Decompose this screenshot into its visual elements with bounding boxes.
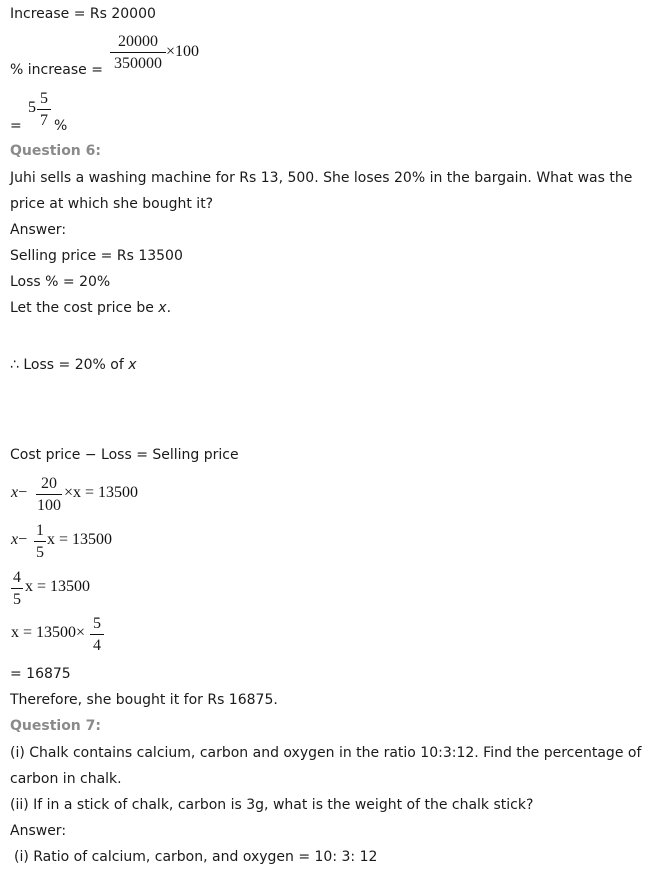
mixed-whole: 5: [28, 99, 36, 116]
fraction-bar: [110, 52, 166, 53]
question-7-part-ii: (ii) If in a stick of chalk, carbon is 3g, what is the weight of the chalk stick?: [10, 797, 534, 813]
eq3-denominator: 5: [13, 591, 21, 608]
question-6-heading: Question 6:: [10, 143, 101, 159]
conclusion-line: Therefore, she bought it for Rs 16875.: [10, 692, 278, 708]
result-line: = 16875: [10, 666, 71, 682]
eq2-x: x: [11, 531, 19, 548]
period: .: [166, 300, 172, 316]
loss-percent-line: Loss % = 20%: [10, 274, 111, 290]
answer-label: Answer:: [10, 222, 67, 238]
variable-x: x: [128, 357, 137, 373]
times-hundred: ×100: [166, 43, 200, 60]
let-cost-price-text: Let the cost price be: [10, 300, 154, 316]
eq2-left: [11, 531, 27, 549]
eq3-numerator: 4: [13, 569, 21, 586]
let-cost-price-line: [10, 299, 171, 317]
mixed-fraction: [37, 90, 51, 129]
percent-sign: %: [54, 118, 68, 134]
ratio-line: (i) Ratio of calcium, carbon, and oxygen = 10: 3: 12: [14, 849, 378, 865]
variable-x: x: [158, 300, 167, 316]
fraction-bar: [34, 541, 46, 542]
fraction-bar: [90, 634, 104, 635]
fraction-bar: [36, 494, 62, 495]
eq2-minus: −: [18, 531, 28, 548]
question-6-text: Juhi sells a washing machine for Rs 13, 500. She loses 20% in the bargain. What was the price at which she bought it?: [10, 170, 633, 212]
question-7-heading: Question 7:: [10, 718, 101, 734]
eq1-numerator: 20: [41, 475, 57, 492]
eq2-numerator: 1: [36, 522, 44, 539]
fraction-bar: [37, 109, 51, 110]
eq1-denominator: 100: [37, 497, 61, 514]
percent-increase-label: % increase =: [10, 62, 103, 78]
therefore-loss-line: [10, 356, 137, 374]
eq2-denominator: 5: [36, 544, 44, 561]
eq1-minus: −: [18, 484, 28, 501]
mixed-denominator: 7: [40, 112, 48, 129]
cost-price-equation: Cost price − Loss = Selling price: [10, 447, 239, 463]
fraction-increase: [110, 33, 166, 72]
answer-label: Answer:: [10, 823, 67, 839]
eq1-fraction: [36, 475, 62, 514]
eq1-line: [11, 484, 27, 502]
eq1-right: ×x = 13500: [64, 484, 139, 501]
therefore-loss-text: ∴ Loss = 20% of: [10, 357, 124, 373]
eq2-fraction: [34, 522, 46, 561]
fraction-numerator: 20000: [118, 33, 158, 50]
eq4-fraction: [90, 615, 104, 654]
eq3-fraction: [11, 569, 23, 608]
eq2-right: x = 13500: [47, 531, 113, 548]
selling-price-line: Selling price = Rs 13500: [10, 248, 183, 264]
eq4-denominator: 4: [93, 637, 101, 654]
eq4-numerator: 5: [93, 615, 101, 632]
fraction-denominator: 350000: [114, 55, 162, 72]
increase-line: Increase = Rs 20000: [10, 6, 156, 22]
mixed-numerator: 5: [40, 90, 48, 107]
question-7-part-i: (i) Chalk contains calcium, carbon and oxygen in the ratio 10:3:12. Find the percentage of carbon in chalk.: [10, 745, 642, 787]
equals-sign: =: [10, 118, 22, 134]
fraction-bar: [11, 588, 23, 589]
eq3-right: x = 13500: [25, 578, 91, 595]
eq1-x: x: [11, 484, 19, 501]
eq4-left: x = 13500×: [11, 624, 86, 641]
